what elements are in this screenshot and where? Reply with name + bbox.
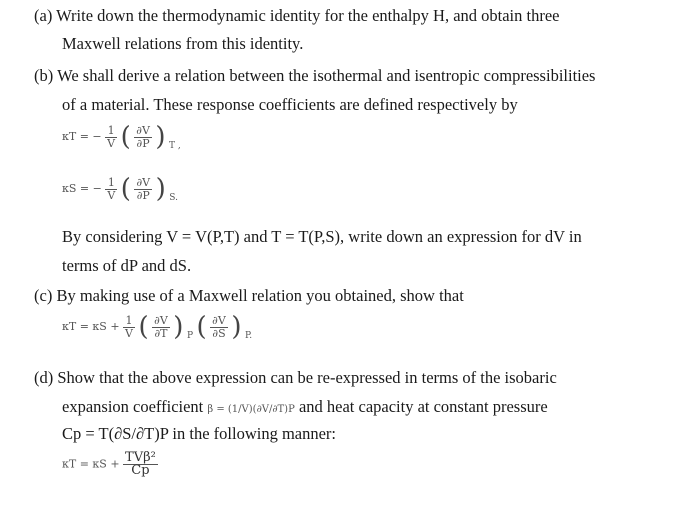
subscript: T , xyxy=(169,141,181,151)
fraction-denominator: V xyxy=(107,188,116,202)
equation-lhs: κT = κS + xyxy=(62,457,120,471)
right-paren: ) xyxy=(155,122,166,152)
fraction-numerator: ∂V xyxy=(136,123,150,137)
fraction-numerator: 1 xyxy=(105,125,117,138)
equation-part-c xyxy=(62,314,252,341)
left-paren: ( xyxy=(196,312,207,342)
part-b-line-4: terms of dP and dS. xyxy=(62,256,192,275)
fraction-numerator: 1 xyxy=(105,177,117,190)
fraction-numerator: ∂V xyxy=(136,175,151,189)
fraction-numerator: ∂V xyxy=(154,313,168,327)
fraction-denominator: ∂P xyxy=(136,188,150,202)
fraction-denominator: ∂S xyxy=(212,326,226,340)
subscript: S. xyxy=(169,193,178,203)
fraction-denominator: V xyxy=(125,326,133,340)
right-paren: ) xyxy=(155,174,166,204)
fraction-numerator: ∂V xyxy=(212,313,226,327)
beta-definition: β = (1/V)(∂V/∂T)P xyxy=(207,404,295,415)
part-d-line-2-start: expansion coefficient xyxy=(62,397,204,416)
fraction-numerator: TVβ² xyxy=(125,450,156,465)
partial-derivative xyxy=(134,125,152,150)
fraction-numerator: 1 xyxy=(123,315,135,328)
equation-lhs: κT = − xyxy=(62,130,102,143)
part-a-line-1: (a) Write down the thermodynamic identity for the enthalpy H, and obtain three xyxy=(34,6,560,25)
equation-kappa-s xyxy=(62,176,178,203)
part-d-line-2-end: and heat capacity at constant pressure xyxy=(298,397,548,416)
right-paren: ) xyxy=(173,312,184,342)
partial-derivative xyxy=(210,315,228,340)
fraction-denominator: Cp xyxy=(131,463,150,478)
equation-part-d xyxy=(62,452,158,477)
equation-kappa-t xyxy=(62,124,181,151)
fraction-denominator: ∂T xyxy=(154,326,168,340)
equation-lhs: κS = − xyxy=(62,182,102,195)
part-a-line-2: Maxwell relations from this identity. xyxy=(62,34,304,53)
equation-lhs: κT = κS + xyxy=(62,320,120,333)
fraction-denominator: ∂P xyxy=(136,136,150,150)
part-b-line-1: (b) We shall derive a relation between the isothermal and isentropic compressibilities xyxy=(34,66,596,85)
left-paren: ( xyxy=(120,122,131,152)
fraction-one-over-v xyxy=(123,315,135,340)
part-d-line-1: (d) Show that the above expression can be re-expressed in terms of the isobaric xyxy=(34,368,557,387)
part-b-line-2: of a material. These response coefficients are defined respectively by xyxy=(62,95,518,114)
part-b-line-3: By considering V = V(P,T) and T = T(P,S), write down an expression for dV in xyxy=(62,227,582,246)
subscript: P. xyxy=(244,331,253,341)
left-paren: ( xyxy=(138,312,149,342)
partial-derivative xyxy=(152,315,170,340)
part-c-line-1: (c) By making use of a Maxwell relation you obtained, show that xyxy=(34,286,464,305)
fraction-denominator: V xyxy=(107,136,116,150)
part-d-line-3: Cp = T(∂S/∂T)P in the following manner: xyxy=(62,424,337,443)
partial-derivative xyxy=(134,177,152,202)
left-paren: ( xyxy=(120,174,131,204)
subscript: P xyxy=(186,331,194,341)
part-d-line-2 xyxy=(62,397,548,420)
right-paren: ) xyxy=(231,312,242,342)
fraction-one-over-v xyxy=(105,177,117,202)
fraction-tvbeta-over-cp xyxy=(123,452,158,477)
fraction-one-over-v xyxy=(105,125,117,150)
